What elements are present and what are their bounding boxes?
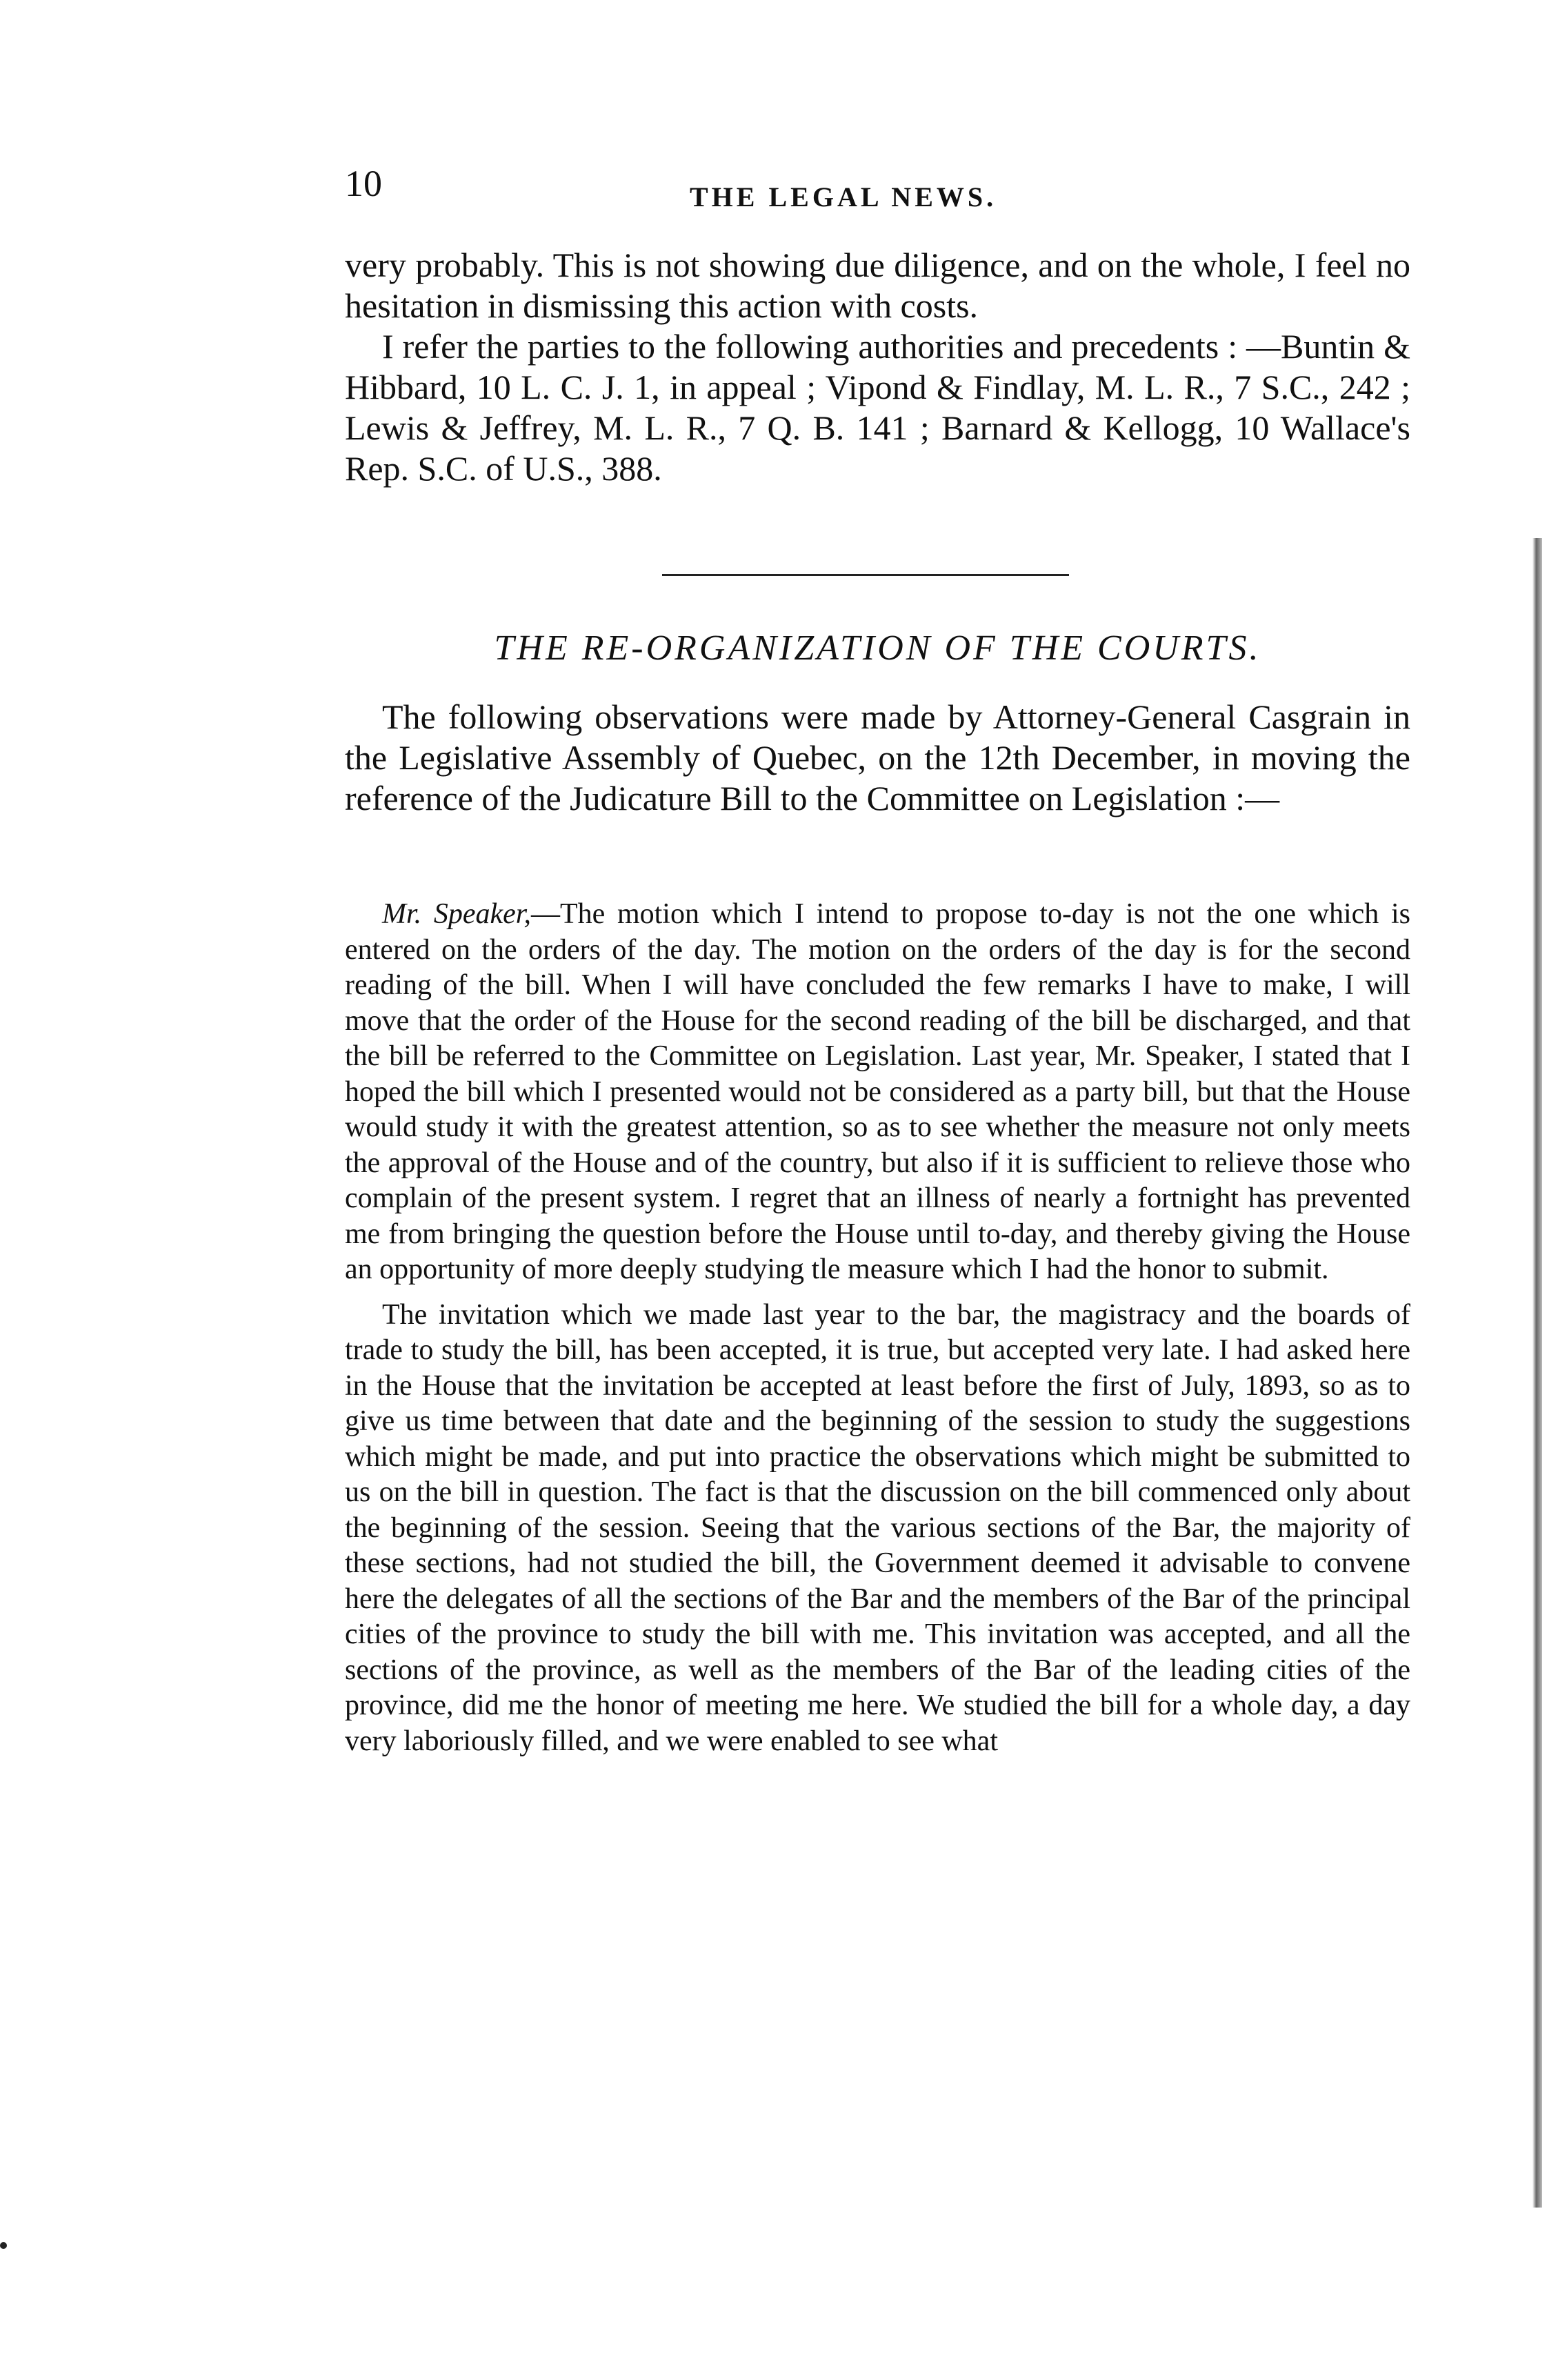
speech-paragraph-1 [345,897,1410,1288]
page-number: 10 [345,163,382,204]
section-divider [662,574,1069,576]
speech-paragraph-2: The invitation which we made last year to the bar, the magistracy and the boards of trade to study the bill, has been accepted, it is true, but accepted very late. I had asked here in the House that the invitation be accepted at least before the first of July, 1893, so as to give us time between that date and the beginning of the session to study the suggestions which might be made, and put into practice the observations which might be submitted to us on the bill in question. The fact is that the discussion on the bill commenced only about the beginning of the session. Seeing that the various sections of the Bar, the majority of these sections, had not studied the bill, the Government deemed it advisable to convene here the delegates of all the sections of the Bar and the members of the Bar of the principal cities of the province to study the bill with me. This invitation was accepted, and all the sections of the province, as well as the members of the Bar of the leading cities of the province, did me the honor of meeting me here. We studied the bill for a whole day, a day very laboriously filled, and we were enabled to see what [345,1298,1410,1757]
intro-paragraph: The following observations were made by Attorney-General Casgrain in the Legislative Assembly of Quebec, on the 12th December, in moving the reference of the Judicature Bill to the Committee on Legislation :— [345,697,1410,817]
scan-edge-mark [1532,538,1542,2208]
section-title: THE RE-ORGANIZATION OF THE COURTS. [494,628,1261,668]
continued-text [345,245,1410,489]
authorities-paragraph: I refer the parties to the following authorities and precedents : —Buntin & Hibbard, 10 L. C. J. 1, in appeal ; Vipond & Findlay, M. L. R., 7 S.C., 242 ; Lewis & Jeffrey, M. L. R., 7 Q. B. 141 ; Barnard & Kellogg, 10 Wallace's Rep. S.C. of U.S., 388. [345,327,1410,488]
speech-paragraph-1-text: —The motion which I intend to propose to-day is not the one which is entered on the orders of the day. The motion on the orders of the day is for the second reading of the bill. When I will have concluded the few remarks I have to make, I will move that the order of the House for the second reading of the bill be discharged, and that the bill be referred to the Committee on Legislation. Last year, Mr. Speaker, I stated that I hoped the bill which I presented would not be considered as a party bill, but that the House would study it with the greatest attention, so as to see whether the measure not only meets the approval of the House and of the country, but also if it is sufficient to relieve those who complain of the present system. I regret that an illness of nearly a fortnight has prevented me from bringing the question before the House until to-day, and thereby giving the House an opportunity of more deeply studying tle measure which I had the honor to submit. [345,898,1411,1285]
continued-paragraph-1: very probably. This is not showing due diligence, and on the whole, I feel no hesitation in dismissing this action with costs. [345,246,1410,325]
speaker-label: Mr. Speaker, [382,898,531,930]
speech-text [345,897,1410,1759]
running-head: THE LEGAL NEWS. [690,181,997,212]
scan-dot-mark [0,2242,7,2249]
intro-text [345,697,1410,819]
